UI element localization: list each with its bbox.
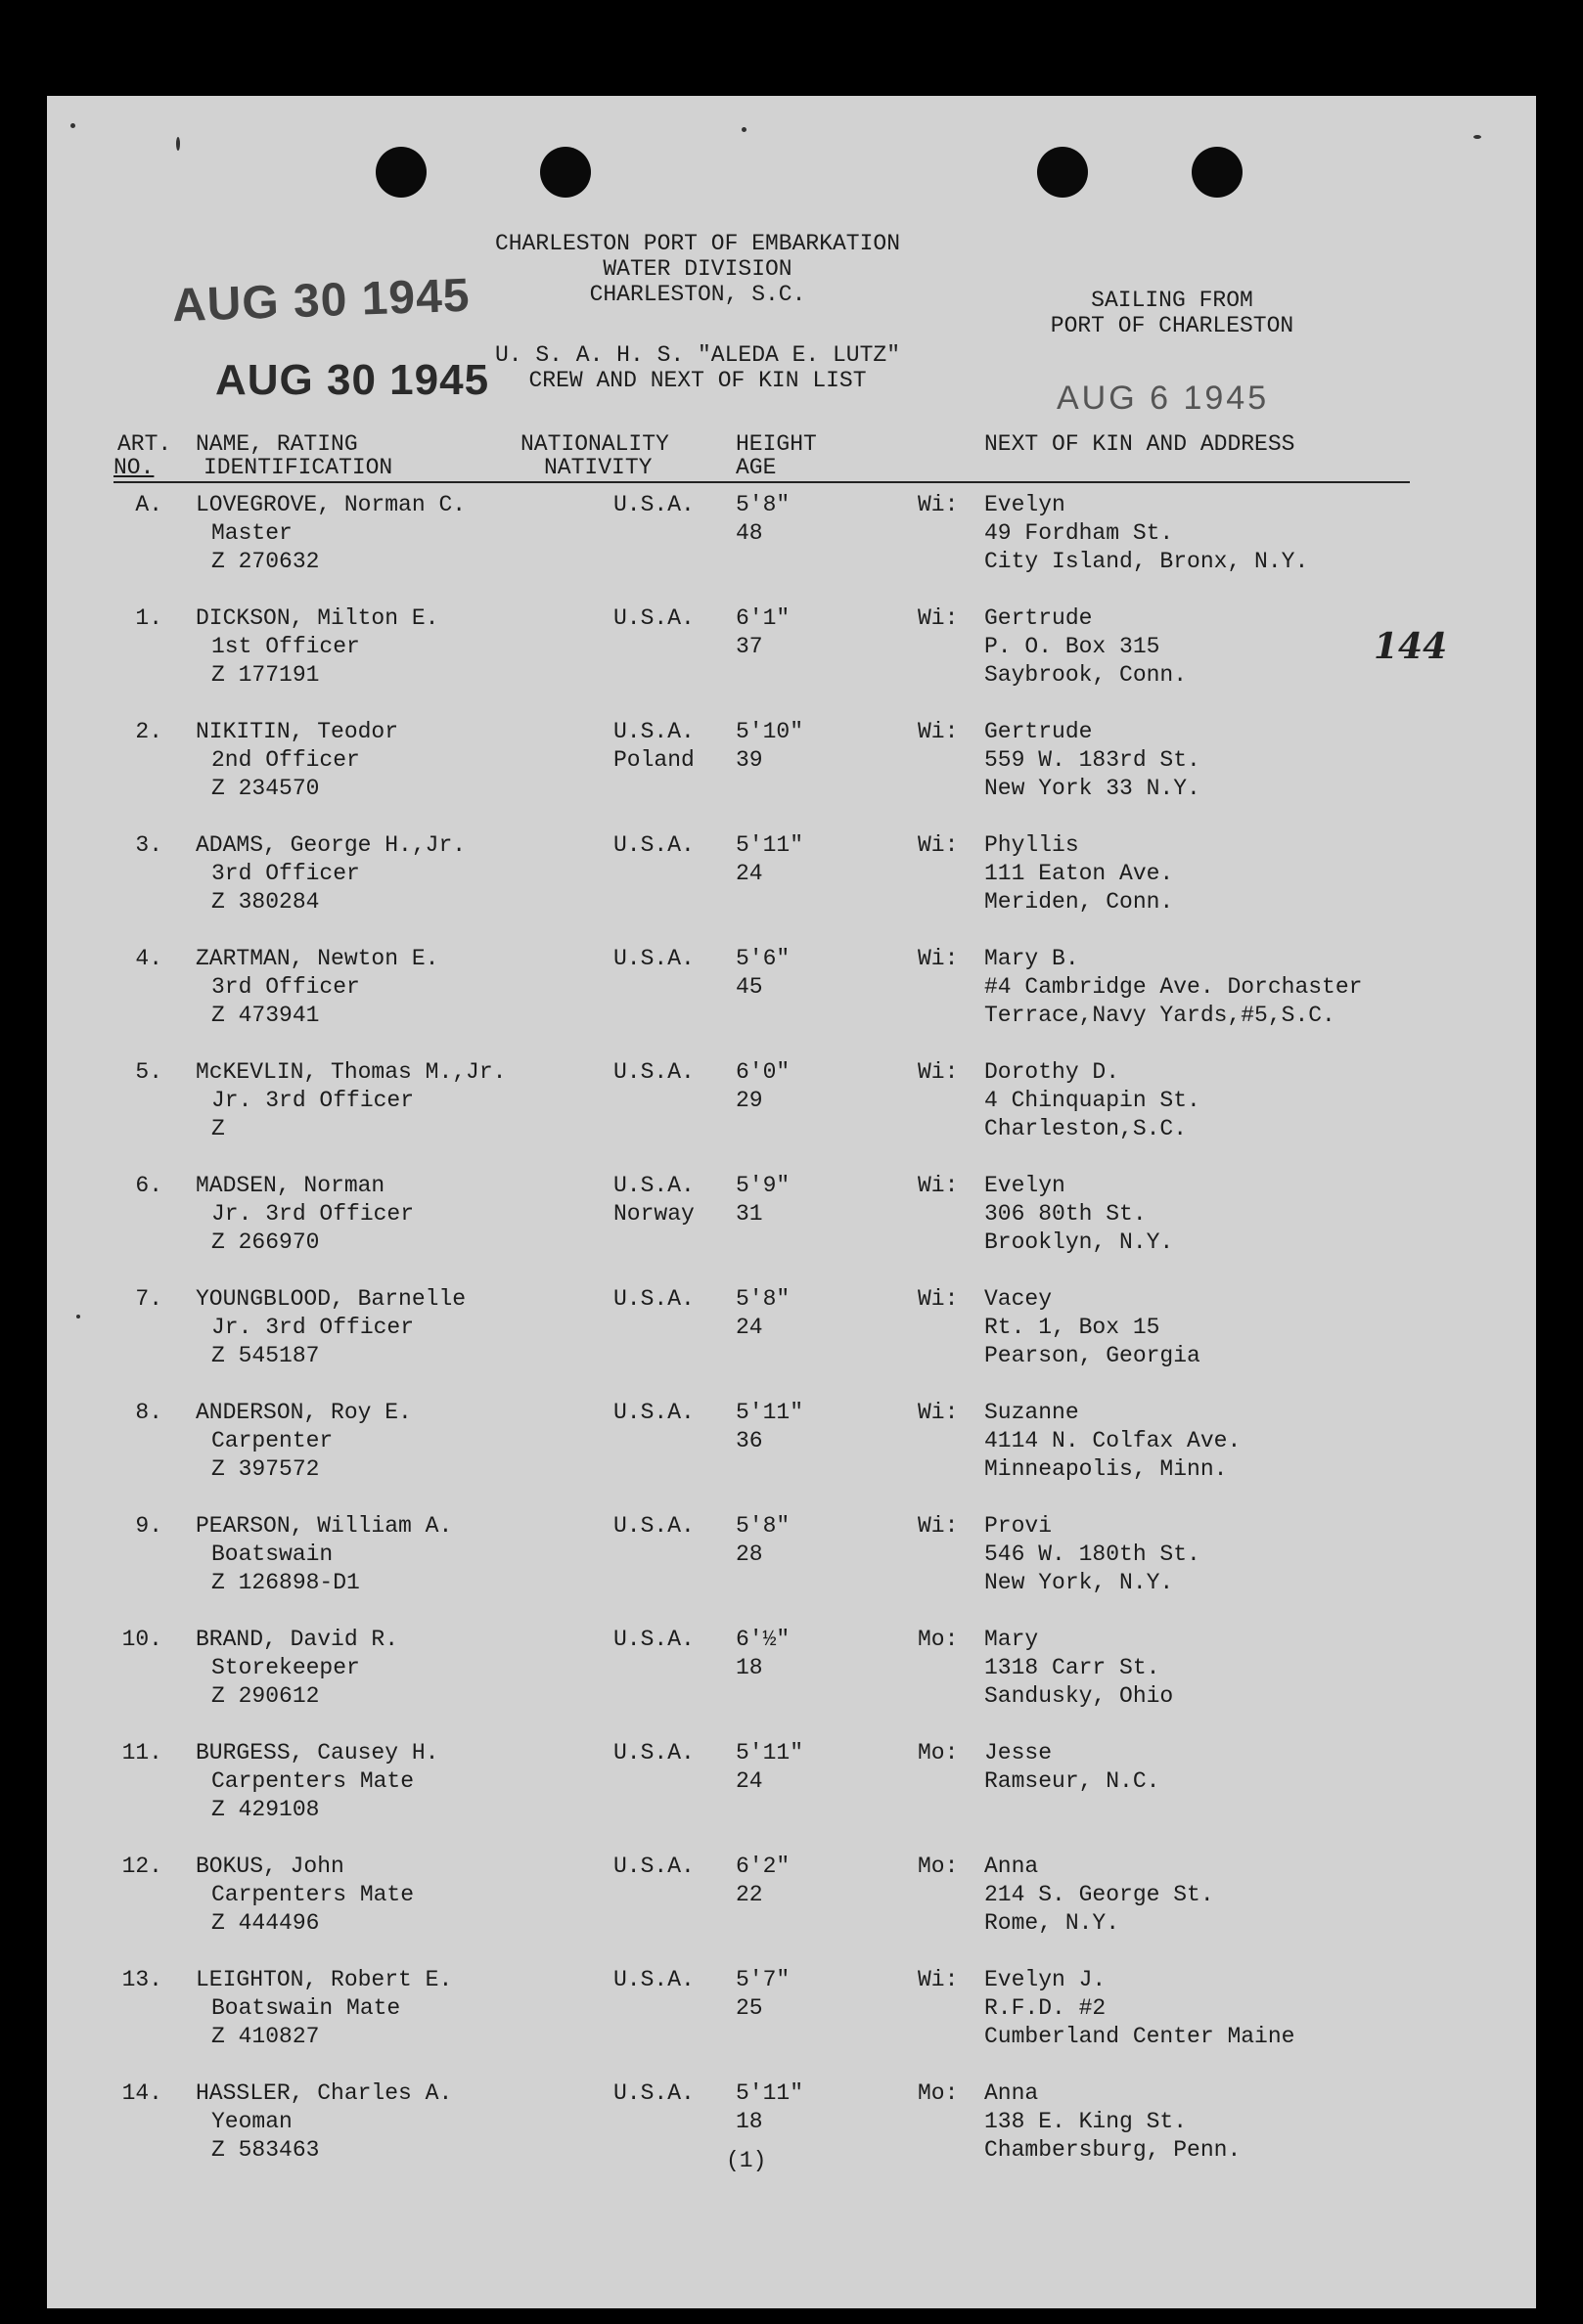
crew-name: LEIGHTON, Robert E. [196, 1967, 453, 1992]
crew-height: 5'11" [736, 1400, 804, 1425]
crew-age: 48 [736, 520, 763, 546]
crew-rating: Boatswain Mate [211, 1995, 401, 2021]
crew-name: ADAMS, George H.,Jr. [196, 832, 467, 858]
crew-name: NIKITIN, Teodor [196, 719, 399, 744]
kin-address-line: 111 Eaton Ave. [984, 861, 1174, 886]
kin-name: Jesse [984, 1740, 1053, 1765]
kin-relation: Wi: [918, 1286, 959, 1312]
crew-name: LOVEGROVE, Norman C. [196, 492, 467, 517]
crew-identification: Z 429108 [211, 1797, 320, 1822]
crew-nationality: U.S.A. [613, 1967, 695, 1992]
crew-entry [47, 491, 1536, 604]
crew-name: McKEVLIN, Thomas M.,Jr. [196, 1059, 507, 1085]
kin-relation: Wi: [918, 1173, 959, 1198]
kin-relation: Mo: [918, 1854, 959, 1879]
crew-height: 5'10" [736, 719, 804, 744]
kin-name: Suzanne [984, 1400, 1079, 1425]
crew-nationality: U.S.A. [613, 1286, 695, 1312]
kin-relation: Wi: [918, 1400, 959, 1425]
crew-identification: Z 234570 [211, 776, 320, 801]
crew-entry [47, 1626, 1536, 1739]
kin-address-line: 138 E. King St. [984, 2109, 1188, 2134]
kin-name: Evelyn [984, 1173, 1065, 1198]
entry-number: 12. [121, 1854, 162, 1879]
header-line-1: CHARLESTON PORT OF EMBARKATION [494, 231, 901, 256]
crew-identification: Z 380284 [211, 889, 320, 915]
kin-address-line: Rome, N.Y. [984, 1910, 1120, 1936]
sailing-from: SAILING FROM [1091, 288, 1253, 313]
crew-entry [47, 945, 1536, 1058]
kin-address-line: Meriden, Conn. [984, 889, 1174, 915]
kin-name: Evelyn J. [984, 1967, 1107, 1992]
kin-name: Anna [984, 1854, 1039, 1879]
ship-name: U. S. A. H. S. "ALEDA E. LUTZ" [494, 342, 901, 368]
header-rule [113, 481, 1410, 483]
kin-address-line: New York 33 N.Y. [984, 776, 1200, 801]
kin-address-line: Cumberland Center Maine [984, 2024, 1295, 2049]
crew-entry [47, 718, 1536, 831]
crew-nationality: U.S.A. [613, 1173, 695, 1198]
crew-age: 39 [736, 747, 763, 773]
crew-rating: 3rd Officer [211, 974, 360, 1000]
crew-height: 5'8" [736, 492, 791, 517]
crew-entry [47, 1285, 1536, 1399]
kin-address-line: Ramseur, N.C. [984, 1768, 1160, 1794]
kin-address-line: Minneapolis, Minn. [984, 1456, 1228, 1482]
kin-address-line: 4 Chinquapin St. [984, 1088, 1200, 1113]
crew-entry [47, 1399, 1536, 1512]
kin-address-line: 306 80th St. [984, 1201, 1147, 1227]
crew-name: BURGESS, Causey H. [196, 1740, 439, 1765]
entry-number: 13. [121, 1967, 162, 1992]
entry-number: 3. [135, 832, 162, 858]
kin-address-line: 546 W. 180th St. [984, 1542, 1200, 1567]
crew-nationality: U.S.A. [613, 1627, 695, 1652]
crew-age: 45 [736, 974, 763, 1000]
kin-relation: Mo: [918, 2080, 959, 2106]
kin-address-line: 559 W. 183rd St. [984, 747, 1200, 773]
kin-name: Phyllis [984, 832, 1079, 858]
crew-age: 22 [736, 1882, 763, 1907]
date-stamp: AUG 30 1945 [215, 356, 490, 404]
crew-age: 36 [736, 1428, 763, 1453]
crew-rating: Storekeeper [211, 1655, 360, 1680]
crew-entry [47, 1058, 1536, 1172]
kin-address-line: New York, N.Y. [984, 1570, 1174, 1595]
kin-name: Dorothy D. [984, 1059, 1120, 1085]
col-no: NO. [113, 455, 155, 480]
crew-height: 5'11" [736, 2080, 804, 2106]
entry-number: 4. [135, 946, 162, 971]
kin-name: Mary [984, 1627, 1039, 1652]
crew-identification: Z 270632 [211, 549, 320, 574]
crew-height: 6'0" [736, 1059, 791, 1085]
punch-hole [540, 147, 591, 198]
crew-rating: Carpenters Mate [211, 1768, 415, 1794]
crew-identification: Z 126898-D1 [211, 1570, 360, 1595]
kin-address-line: Sandusky, Ohio [984, 1683, 1174, 1709]
crew-entry [47, 831, 1536, 945]
kin-address-line: R.F.D. #2 [984, 1995, 1107, 2021]
crew-age: 37 [736, 634, 763, 659]
entry-number: A. [135, 492, 162, 517]
crew-nationality: U.S.A. [613, 1400, 695, 1425]
crew-name: MADSEN, Norman [196, 1173, 385, 1198]
crew-height: 6'2" [736, 1854, 791, 1879]
header-line-2: WATER DIVISION [603, 256, 792, 282]
kin-relation: Mo: [918, 1627, 959, 1652]
crew-rating: Yeoman [211, 2109, 293, 2134]
crew-height: 5'6" [736, 946, 791, 971]
crew-name: DICKSON, Milton E. [196, 605, 439, 631]
kin-relation: Wi: [918, 605, 959, 631]
crew-entry [47, 1172, 1536, 1285]
punch-hole [1037, 147, 1088, 198]
kin-name: Gertrude [984, 605, 1093, 631]
crew-entry [47, 1966, 1536, 2079]
crew-name: ANDERSON, Roy E. [196, 1400, 412, 1425]
crew-age: 25 [736, 1995, 763, 2021]
crew-name: ZARTMAN, Newton E. [196, 946, 439, 971]
crew-age: 24 [736, 1768, 763, 1794]
kin-address-line: P. O. Box 315 [984, 634, 1160, 659]
crew-entry [47, 1853, 1536, 1966]
document-page [47, 96, 1536, 2308]
punch-hole [1192, 147, 1243, 198]
crew-name: HASSLER, Charles A. [196, 2080, 453, 2106]
crew-nativity: Poland [613, 747, 695, 773]
kin-address-line: Pearson, Georgia [984, 1343, 1200, 1368]
kin-address-line: #4 Cambridge Ave. Dorchaster [984, 974, 1363, 1000]
crew-height: 6'½" [736, 1627, 791, 1652]
crew-name: BRAND, David R. [196, 1627, 399, 1652]
crew-height: 5'8" [736, 1513, 791, 1539]
col-art: ART. [117, 431, 172, 457]
kin-name: Anna [984, 2080, 1039, 2106]
entry-number: 10. [121, 1627, 162, 1652]
crew-nationality: U.S.A. [613, 2080, 695, 2106]
kin-relation: Wi: [918, 946, 959, 971]
kin-name: Gertrude [984, 719, 1093, 744]
crew-height: 6'1" [736, 605, 791, 631]
kin-relation: Wi: [918, 1967, 959, 1992]
crew-nativity: Norway [613, 1201, 695, 1227]
col-nationality: NATIONALITY [520, 431, 669, 457]
kin-address-line: Charleston,S.C. [984, 1116, 1188, 1141]
crew-identification: Z 177191 [211, 662, 320, 688]
kin-relation: Wi: [918, 1513, 959, 1539]
punch-hole [376, 147, 427, 198]
crew-identification: Z 444496 [211, 1910, 320, 1936]
entry-number: 14. [121, 2080, 162, 2106]
col-ident: IDENTIFICATION [204, 455, 393, 480]
col-age: AGE [736, 455, 777, 480]
crew-entry [47, 1512, 1536, 1626]
kin-address-line: 1318 Carr St. [984, 1655, 1160, 1680]
kin-name: Provi [984, 1513, 1053, 1539]
kin-address-line: City Island, Bronx, N.Y. [984, 549, 1309, 574]
kin-address-line: Terrace,Navy Yards,#5,S.C. [984, 1003, 1335, 1028]
crew-nationality: U.S.A. [613, 719, 695, 744]
kin-address-line: 214 S. George St. [984, 1882, 1214, 1907]
entry-number: 1. [135, 605, 162, 631]
crew-name: PEARSON, William A. [196, 1513, 453, 1539]
kin-address-line: Saybrook, Conn. [984, 662, 1188, 688]
kin-relation: Wi: [918, 1059, 959, 1085]
crew-identification: Z 545187 [211, 1343, 320, 1368]
kin-name: Vacey [984, 1286, 1053, 1312]
crew-nationality: U.S.A. [613, 492, 695, 517]
kin-relation: Wi: [918, 832, 959, 858]
kin-relation: Wi: [918, 492, 959, 517]
crew-nationality: U.S.A. [613, 605, 695, 631]
handwritten-number: 144 [1374, 626, 1448, 667]
crew-age: 29 [736, 1088, 763, 1113]
entry-number: 11. [121, 1740, 162, 1765]
crew-name: YOUNGBLOOD, Barnelle [196, 1286, 467, 1312]
crew-height: 5'8" [736, 1286, 791, 1312]
crew-rating: Carpenter [211, 1428, 334, 1453]
entry-number: 5. [135, 1059, 162, 1085]
header-line-3: CHARLESTON, S.C. [589, 282, 806, 307]
entry-number: 8. [135, 1400, 162, 1425]
crew-rating: 1st Officer [211, 634, 360, 659]
crew-entry [47, 2079, 1536, 2193]
crew-identification: Z 410827 [211, 2024, 320, 2049]
entry-number: 2. [135, 719, 162, 744]
crew-identification: Z 583463 [211, 2137, 320, 2163]
kin-relation: Mo: [918, 1740, 959, 1765]
sailing-port: PORT OF CHARLESTON [1050, 313, 1294, 338]
kin-address-line: 49 Fordham St. [984, 520, 1174, 546]
crew-nationality: U.S.A. [613, 1059, 695, 1085]
crew-nationality: U.S.A. [613, 1740, 695, 1765]
crew-identification: Z 397572 [211, 1456, 320, 1482]
kin-address-line: Rt. 1, Box 15 [984, 1315, 1160, 1340]
crew-age: 18 [736, 2109, 763, 2134]
crew-entry [47, 1739, 1536, 1853]
crew-nationality: U.S.A. [613, 1854, 695, 1879]
kin-address-line: 4114 N. Colfax Ave. [984, 1428, 1242, 1453]
crew-rating: Jr. 3rd Officer [211, 1088, 415, 1113]
entry-number: 7. [135, 1286, 162, 1312]
kin-address-line: Brooklyn, N.Y. [984, 1229, 1174, 1255]
page-number: (1) [726, 2148, 767, 2173]
crew-nationality: U.S.A. [613, 832, 695, 858]
kin-address-line: Chambersburg, Penn. [984, 2137, 1242, 2163]
crew-age: 31 [736, 1201, 763, 1227]
crew-entry [47, 604, 1536, 718]
crew-nationality: U.S.A. [613, 946, 695, 971]
crew-age: 18 [736, 1655, 763, 1680]
crew-age: 24 [736, 861, 763, 886]
crew-height: 5'11" [736, 832, 804, 858]
crew-rating: 3rd Officer [211, 861, 360, 886]
crew-height: 5'9" [736, 1173, 791, 1198]
kin-name: Evelyn [984, 492, 1065, 517]
crew-height: 5'11" [736, 1740, 804, 1765]
date-stamp-sailing: AUG 6 1945 [1057, 380, 1270, 417]
kin-name: Mary B. [984, 946, 1079, 971]
col-height: HEIGHT [736, 431, 817, 457]
crew-identification: Z 473941 [211, 1003, 320, 1028]
entry-number: 9. [135, 1513, 162, 1539]
crew-identification: Z 266970 [211, 1229, 320, 1255]
crew-rating: 2nd Officer [211, 747, 360, 773]
crew-identification: Z [211, 1116, 225, 1141]
crew-rating: Jr. 3rd Officer [211, 1201, 415, 1227]
crew-rating: Master [211, 520, 293, 546]
crew-height: 5'7" [736, 1967, 791, 1992]
crew-nationality: U.S.A. [613, 1513, 695, 1539]
crew-rating: Boatswain [211, 1542, 334, 1567]
crew-age: 28 [736, 1542, 763, 1567]
kin-relation: Wi: [918, 719, 959, 744]
crew-identification: Z 290612 [211, 1683, 320, 1709]
crew-name: BOKUS, John [196, 1854, 344, 1879]
list-title: CREW AND NEXT OF KIN LIST [528, 368, 867, 393]
crew-rating: Jr. 3rd Officer [211, 1315, 415, 1340]
col-name: NAME, RATING [196, 431, 358, 457]
crew-rating: Carpenters Mate [211, 1882, 415, 1907]
col-next-of-kin: NEXT OF KIN AND ADDRESS [984, 431, 1295, 457]
entry-number: 6. [135, 1173, 162, 1198]
col-nativity: NATIVITY [544, 455, 653, 480]
crew-age: 24 [736, 1315, 763, 1340]
date-stamp-faded: AUG 30 1945 [171, 269, 472, 333]
